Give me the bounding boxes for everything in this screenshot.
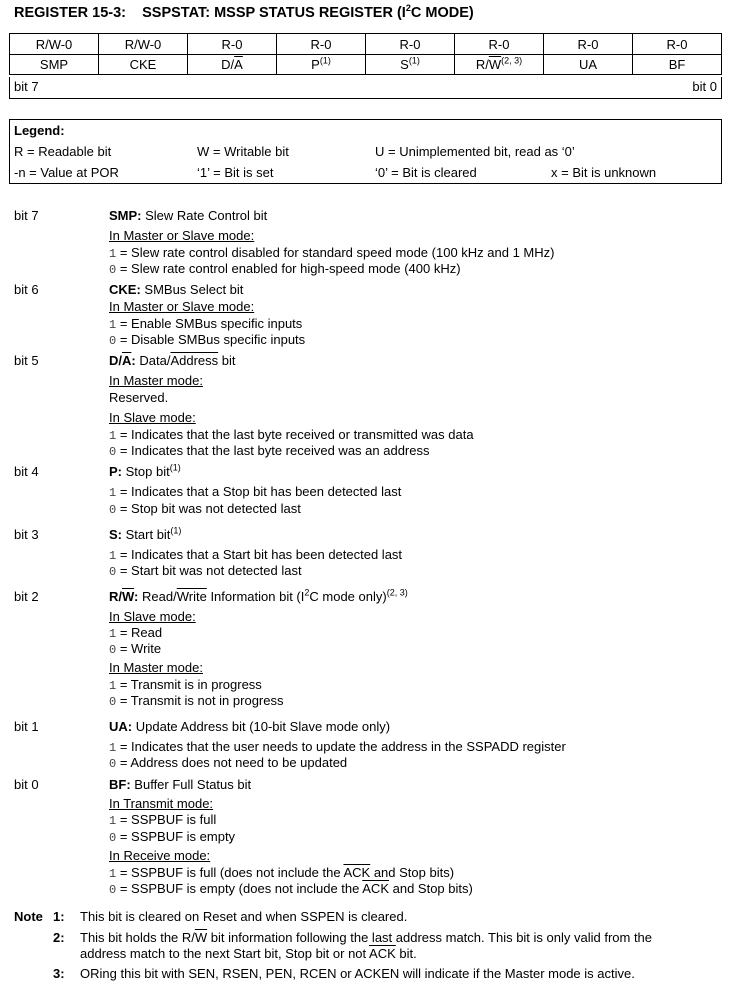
bit-value-line: 1 = Indicates that a Start bit has been detected last: [109, 547, 403, 563]
bit-value-line: 1 = Indicates that the last byte received or transmitted was data: [109, 427, 474, 443]
bit-name-cell: $P^{(1)}$: [277, 55, 366, 75]
bit-heading: BF: Buffer Full Status bit: [109, 777, 252, 792]
access-cell: R-0: [455, 34, 544, 55]
note-number: 1:: [53, 909, 65, 924]
mode-heading: In Master mode:: [109, 373, 203, 388]
mode-heading: In Master mode:: [109, 660, 203, 675]
access-row: [10, 34, 722, 55]
note-number: 3:: [53, 966, 65, 981]
bit-name-cell: $S^{(1)}$: [366, 55, 455, 75]
bit-value-line: 1 = Slew rate control disabled for standard speed mode (100 kHz and 1 MHz): [109, 245, 555, 261]
bit-value-line: 0 = Start bit was not detected last: [109, 563, 302, 579]
access-cell: R-0: [366, 34, 455, 55]
bit-heading: SMP: Slew Rate Control bit: [109, 208, 268, 223]
bit-value-line: 1 = Transmit is in progress: [109, 677, 262, 693]
access-cell: R-0: [188, 34, 277, 55]
note-text: ORing this bit with SEN, RSEN, PEN, RCEN or ACKEN will indicate if the Master mode is active.: [80, 966, 635, 981]
bit-value-line: 0 = Slew rate control enabled for high-speed mode (400 kHz): [109, 261, 461, 277]
bit-label: bit 4: [14, 464, 39, 479]
legend-readable: R = Readable bit: [14, 144, 112, 159]
bit-order-row: [9, 77, 722, 99]
legend-cleared: ‘0’ = Bit is cleared: [375, 165, 477, 180]
bit-label: bit 1: [14, 719, 39, 734]
mode-heading: In Receive mode:: [109, 848, 211, 863]
bit-value-line: 1 = Read: [109, 625, 163, 641]
legend-por: -n = Value at POR: [14, 165, 119, 180]
reserved-text: Reserved.: [109, 390, 169, 405]
bit-value-line: 1 = Indicates that a Stop bit has been detected last: [109, 484, 402, 500]
bit-label: bit 7: [14, 208, 39, 223]
bit-label: bit 6: [14, 282, 39, 297]
bit-value-line: 0 = SSPBUF is empty: [109, 829, 236, 845]
msb-label: bit 7: [14, 79, 39, 94]
bit-heading: S: Start bit$^{(1)}$: [109, 525, 182, 542]
bit-value-line: 1 = Enable SMBus specific inputs: [109, 316, 303, 332]
bit-label: bit 2: [14, 589, 39, 604]
bit-value-line: 0 = Write: [109, 641, 162, 657]
mode-heading: In Slave mode:: [109, 609, 196, 624]
note-text: This bit is cleared on Reset and when SSPEN is cleared.: [80, 909, 408, 924]
bit-value-line: 0 = Address does not need to be updated: [109, 755, 348, 771]
bit-value-line: 0 = Transmit is not in progress: [109, 693, 284, 709]
bit-label: bit 5: [14, 353, 39, 368]
bit-name-cell: CKE: [99, 55, 188, 75]
bit-value-line: 0 = Indicates that the last byte received was an address: [109, 443, 430, 459]
legend-writable: W = Writable bit: [197, 144, 289, 159]
bit-name-cell: $D/\overline{A}$: [188, 55, 277, 75]
bit-name-cell: BF: [633, 55, 722, 75]
access-cell: R-0: [277, 34, 366, 55]
register-table: [9, 33, 722, 75]
lsb-label: bit 0: [692, 79, 717, 94]
bit-label: bit 3: [14, 527, 39, 542]
access-cell: R-0: [633, 34, 722, 55]
bit-heading: $D/\overline{A}$: Data/Address bit: [109, 353, 236, 368]
mode-heading: In Master or Slave mode:: [109, 228, 255, 243]
note-text: address match to the next Start bit, Stop bit or not $\overline{ACK}$ bit.: [80, 946, 417, 961]
legend-set: ‘1’ = Bit is set: [197, 165, 274, 180]
bit-value-line: 1 = Indicates that the user needs to update the address in the SSPADD register: [109, 739, 566, 755]
bit-name-cell: $R/\overline{W}^{(2, 3)}$: [455, 55, 544, 75]
access-cell: R/W-0: [99, 34, 188, 55]
bit-heading: $R/\overline{W}$: Read/Write Information bit ($I^2C$ mode only)$^{(2, 3)}$: [109, 587, 408, 604]
bit-name-cell: UA: [544, 55, 633, 75]
note-text: This bit holds the $R/\overline{W}$ bit information following the last address match. This bit is only valid from the: [80, 930, 653, 945]
bit-name-cell: SMP: [10, 55, 99, 75]
bit-label: bit 0: [14, 777, 39, 792]
bit-value-line: 1 = SSPBUF is full (does not include the $\overline{ACK}$ and Stop bits): [109, 865, 455, 881]
mode-heading: In Transmit mode:: [109, 796, 214, 811]
access-cell: R-0: [544, 34, 633, 55]
legend-heading: Legend:: [14, 123, 65, 138]
bit-name-row: [10, 55, 722, 75]
bit-value-line: 0 = Stop bit was not detected last: [109, 501, 301, 517]
mode-heading: In Slave mode:: [109, 410, 196, 425]
legend-box: [9, 119, 722, 184]
legend-unknown: x = Bit is unknown: [551, 165, 657, 180]
register-title: REGISTER 15-3: SSPSTAT: MSSP STATUS REGISTER ($I^2C$ MODE): [14, 3, 474, 21]
bit-value-line: 0 = Disable SMBus specific inputs: [109, 332, 306, 348]
bit-heading: UA: Update Address bit (10-bit Slave mode only): [109, 719, 391, 734]
note-number: 2:: [53, 930, 65, 945]
bit-value-line: 0 = SSPBUF is empty (does not include the $\overline{ACK}$ and Stop bits): [109, 881, 473, 897]
bit-value-line: 1 = SSPBUF is full: [109, 812, 217, 828]
bit-heading: CKE: SMBus Select bit: [109, 282, 244, 297]
note-label: Note: [14, 909, 43, 924]
access-cell: R/W-0: [10, 34, 99, 55]
bit-heading: P: Stop bit$^{(1)}$: [109, 462, 181, 479]
mode-heading: In Master or Slave mode:: [109, 299, 255, 314]
legend-unimplemented: U = Unimplemented bit, read as ‘0’: [375, 144, 575, 159]
